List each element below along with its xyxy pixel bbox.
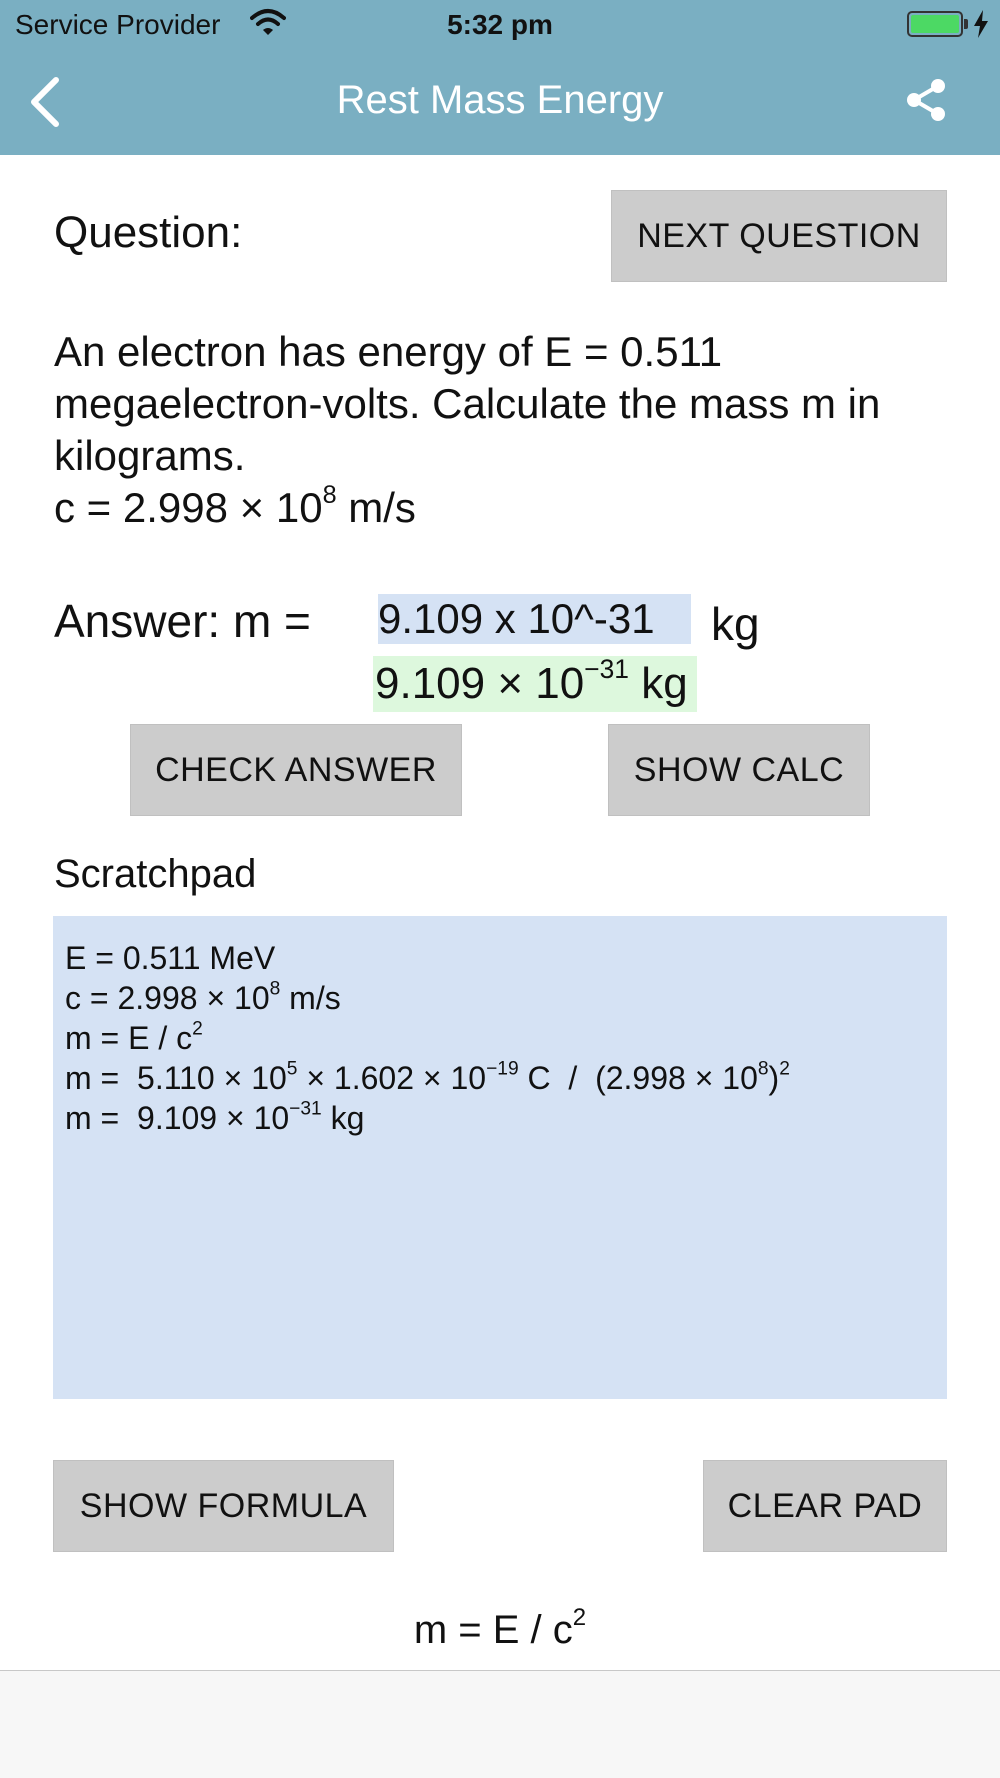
formula-main: m = E / c bbox=[413, 1608, 573, 1652]
scratchpad-line-1: E = 0.511 MeV bbox=[65, 940, 276, 976]
scratchpad-line-4 bbox=[65, 1058, 935, 1098]
l3-exponent: 2 bbox=[192, 1018, 203, 1040]
page-title: Rest Mass Energy bbox=[336, 78, 664, 122]
l3-a: m = E / c bbox=[65, 1020, 193, 1056]
l4-c: C / (2.998 × 10 bbox=[518, 1060, 758, 1096]
speed-of-light-line bbox=[54, 482, 954, 534]
formula-text bbox=[0, 1604, 1000, 1653]
question-label: Question: bbox=[54, 208, 243, 257]
l4-exponent-1: 5 bbox=[286, 1058, 298, 1080]
show-calc-button[interactable]: SHOW CALC bbox=[608, 724, 870, 816]
scratchpad-line-3 bbox=[65, 1018, 935, 1058]
l2-a: c = 2.998 × 10 bbox=[65, 980, 270, 1016]
share-icon[interactable] bbox=[902, 76, 950, 124]
l4-a: m = 5.110 × 10 bbox=[65, 1060, 287, 1096]
l5-b: kg bbox=[321, 1100, 365, 1136]
charging-bolt-icon bbox=[972, 9, 990, 39]
next-question-button[interactable]: NEXT QUESTION bbox=[611, 190, 947, 282]
battery-icon bbox=[907, 11, 963, 37]
clear-pad-button[interactable]: CLEAR PAD bbox=[703, 1460, 947, 1552]
question-line-1: An electron has energy of E = 0.511 bbox=[54, 328, 723, 375]
show-formula-button[interactable]: SHOW FORMULA bbox=[53, 1460, 394, 1552]
answer-result-unit: kg bbox=[628, 659, 688, 708]
question-text bbox=[54, 326, 954, 534]
l4-b: × 1.602 × 10 bbox=[297, 1060, 487, 1096]
carrier-label: Service Provider bbox=[15, 9, 221, 40]
clock: 5:32 pm bbox=[447, 9, 553, 40]
question-line-2: megaelectron-volts. Calculate the mass m in bbox=[54, 380, 881, 427]
l2-b: m/s bbox=[280, 980, 341, 1016]
l4-exponent-2: −19 bbox=[486, 1058, 519, 1080]
answer-unit: kg bbox=[711, 598, 760, 650]
c-unit: m/s bbox=[336, 484, 416, 531]
answer-input[interactable] bbox=[378, 594, 691, 644]
l4-exponent-4: 2 bbox=[779, 1058, 790, 1080]
scratchpad-line-5 bbox=[65, 1098, 935, 1138]
l2-exponent: 8 bbox=[269, 978, 281, 1000]
status-bar bbox=[0, 0, 1000, 50]
l4-exponent-3: 8 bbox=[757, 1058, 769, 1080]
answer-mantissa: 9.109 × 10 bbox=[375, 659, 585, 708]
scratchpad-area[interactable] bbox=[53, 916, 947, 1399]
bottom-bar bbox=[0, 1670, 1000, 1778]
l5-exponent: −31 bbox=[289, 1098, 322, 1120]
battery-tip bbox=[964, 19, 968, 29]
scratchpad-line-2 bbox=[65, 978, 935, 1018]
top-bar bbox=[0, 0, 1000, 155]
c-exponent: 8 bbox=[322, 481, 337, 510]
answer-exponent: −31 bbox=[584, 654, 629, 685]
question-line-3: kilograms. bbox=[54, 432, 246, 479]
l5-a: m = 9.109 × 10 bbox=[65, 1100, 290, 1136]
c-prefix: c = 2.998 × 10 bbox=[54, 484, 323, 531]
formatted-answer bbox=[373, 656, 697, 712]
scratchpad-label: Scratchpad bbox=[54, 852, 257, 896]
l4-d: ) bbox=[768, 1060, 780, 1096]
formula-exponent: 2 bbox=[572, 1604, 587, 1631]
check-answer-button[interactable]: CHECK ANSWER bbox=[130, 724, 462, 816]
answer-label: Answer: m = bbox=[54, 595, 311, 647]
